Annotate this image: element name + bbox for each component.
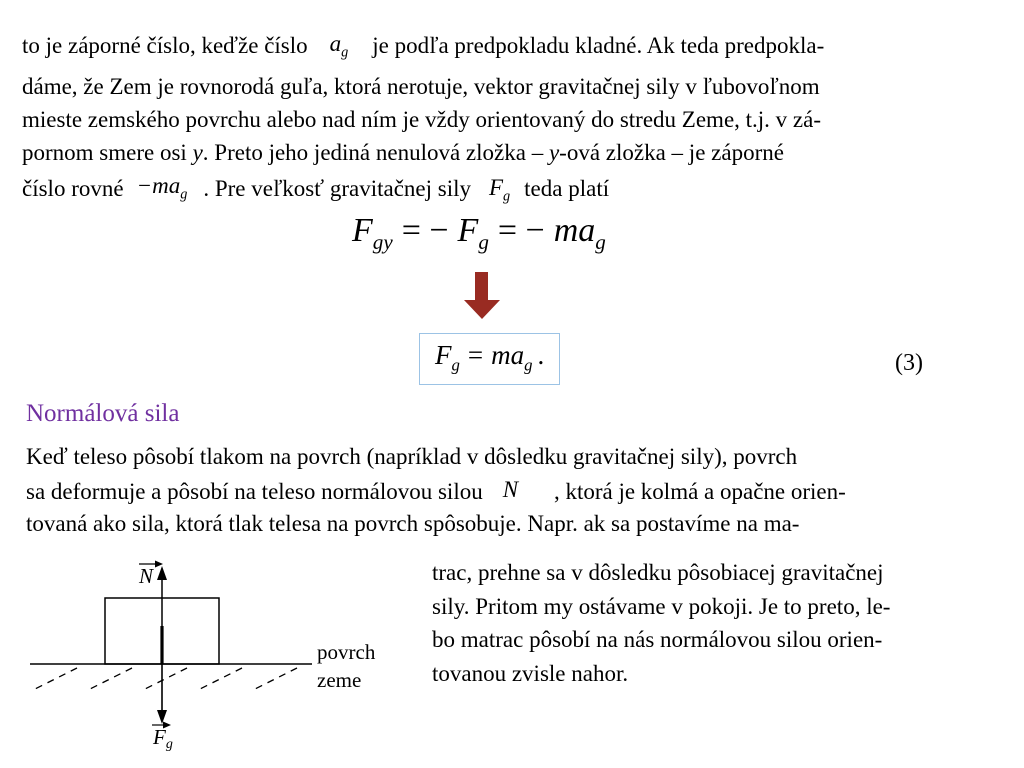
- inline-math-y: y: [548, 139, 560, 165]
- eq-operator: =: [467, 340, 484, 370]
- section-heading: Normálová sila: [26, 400, 180, 427]
- ground-hatching: [35, 668, 297, 689]
- math-base: a: [329, 31, 342, 56]
- inline-math-minus-mag: [136, 172, 188, 203]
- text-line-3: [22, 103, 824, 136]
- text-run: , ktorá je kolmá a opačne orien-: [553, 478, 846, 504]
- text-run: teda platí: [524, 175, 610, 201]
- arrow-shape: [464, 272, 500, 319]
- surface-caption-line2: zeme: [317, 668, 362, 692]
- fg-vector-label: [152, 722, 173, 753]
- inline-math-n-vector: N⃗: [502, 476, 536, 502]
- text-run: tovanou zvisle nahor.: [432, 660, 629, 686]
- text-line-2: [22, 70, 824, 103]
- n-label-text: N: [139, 564, 154, 588]
- inline-math-ag: [329, 31, 349, 61]
- text-line-3: [432, 623, 890, 657]
- text-line-2: [432, 590, 890, 624]
- text-run: tovaná ako sila, ktorá tlak telesa na povrch spôsobuje. Napr. ak sa postavíme na ma-: [26, 511, 800, 536]
- text-line-3: [26, 508, 846, 541]
- intro-paragraph: [22, 27, 824, 213]
- text-run: mieste zemského povrchu alebo nad ním je vždy orientovaný do stredu Zeme, t.j. v zá-: [22, 106, 822, 132]
- text-run: trac, prehne sa v dôsledku pôsobiacej gravitačnej: [432, 560, 884, 585]
- eq-term: ma: [553, 212, 596, 249]
- fg-label-text: [152, 725, 173, 752]
- normal-force-arrow: [157, 566, 167, 664]
- text-line-1: [22, 27, 824, 70]
- eq-subscript: g: [451, 355, 460, 375]
- math-base: F: [488, 174, 504, 200]
- math-subscript: g: [180, 186, 188, 203]
- text-run: sa deformuje a pôsobí na teleso normálovou silou: [26, 478, 483, 504]
- text-run: je podľa predpokladu kladné. Ak teda predpokla-: [372, 33, 825, 58]
- eq-period: .: [537, 340, 545, 370]
- text-line-1: [432, 556, 890, 590]
- eq-subscript: gy: [372, 229, 393, 254]
- text-run: dáme, že Zem je rovnorodá guľa, ktorá nerotuje, vektor gravitačnej sily v ľubovoľnom: [22, 73, 820, 99]
- fg-base: F: [153, 725, 166, 749]
- math-base: ma: [152, 172, 181, 198]
- inline-math-fg: [488, 174, 511, 205]
- math-subscript: g: [503, 188, 511, 205]
- text-line-4: [22, 136, 824, 169]
- eq-subscript: g: [524, 355, 533, 375]
- gravity-force-arrow: [157, 664, 167, 724]
- text-run: číslo rovné: [22, 175, 124, 201]
- text-run: to je záporné číslo, keďže číslo: [22, 33, 308, 58]
- text-run: sily. Pritom my ostávame v pokoji. Je to preto, le-: [432, 593, 891, 619]
- text-run: pornom smere osi: [22, 139, 193, 165]
- fg-subscript: g: [165, 737, 173, 752]
- text-run: Keď teleso pôsobí tlakom na povrch (napríklad v dôsledku gravitačnej sily), povrch: [26, 444, 798, 469]
- red-down-arrow-icon: [463, 272, 501, 320]
- equation-number: (3): [895, 350, 923, 376]
- eq-term: ma: [491, 340, 525, 370]
- text-line-4: [432, 657, 890, 691]
- text-line-1: [26, 441, 846, 474]
- inline-math-y: y: [192, 139, 203, 165]
- normal-force-paragraph: [26, 441, 846, 541]
- eq-operator: = −: [401, 212, 449, 249]
- eq-subscript: g: [595, 229, 606, 254]
- eq-subscript: g: [478, 229, 489, 254]
- equation-fgy: [352, 212, 606, 255]
- eq-term: F: [352, 212, 373, 249]
- text-line-2: [26, 474, 846, 509]
- text-run: . Pre veľkosť gravitačnej sily: [203, 175, 471, 201]
- math-minus: −: [136, 172, 153, 198]
- eq-operator: = −: [497, 212, 545, 249]
- eq-term: F: [435, 340, 452, 370]
- mattress-paragraph: [432, 556, 890, 690]
- normal-force-figure: [25, 556, 410, 761]
- text-run: bo matrac pôsobí na nás normálovou silou orien-: [432, 627, 883, 652]
- math-subscript: g: [341, 44, 349, 61]
- text-run: -ová zložka – je záporné: [559, 139, 784, 165]
- boxed-equation-fg: [419, 333, 560, 385]
- eq-term: F: [457, 212, 479, 249]
- text-run: . Preto jeho jediná nenulová zložka –: [202, 139, 549, 165]
- text-line-5: [22, 169, 824, 214]
- surface-caption-line1: povrch: [317, 640, 376, 664]
